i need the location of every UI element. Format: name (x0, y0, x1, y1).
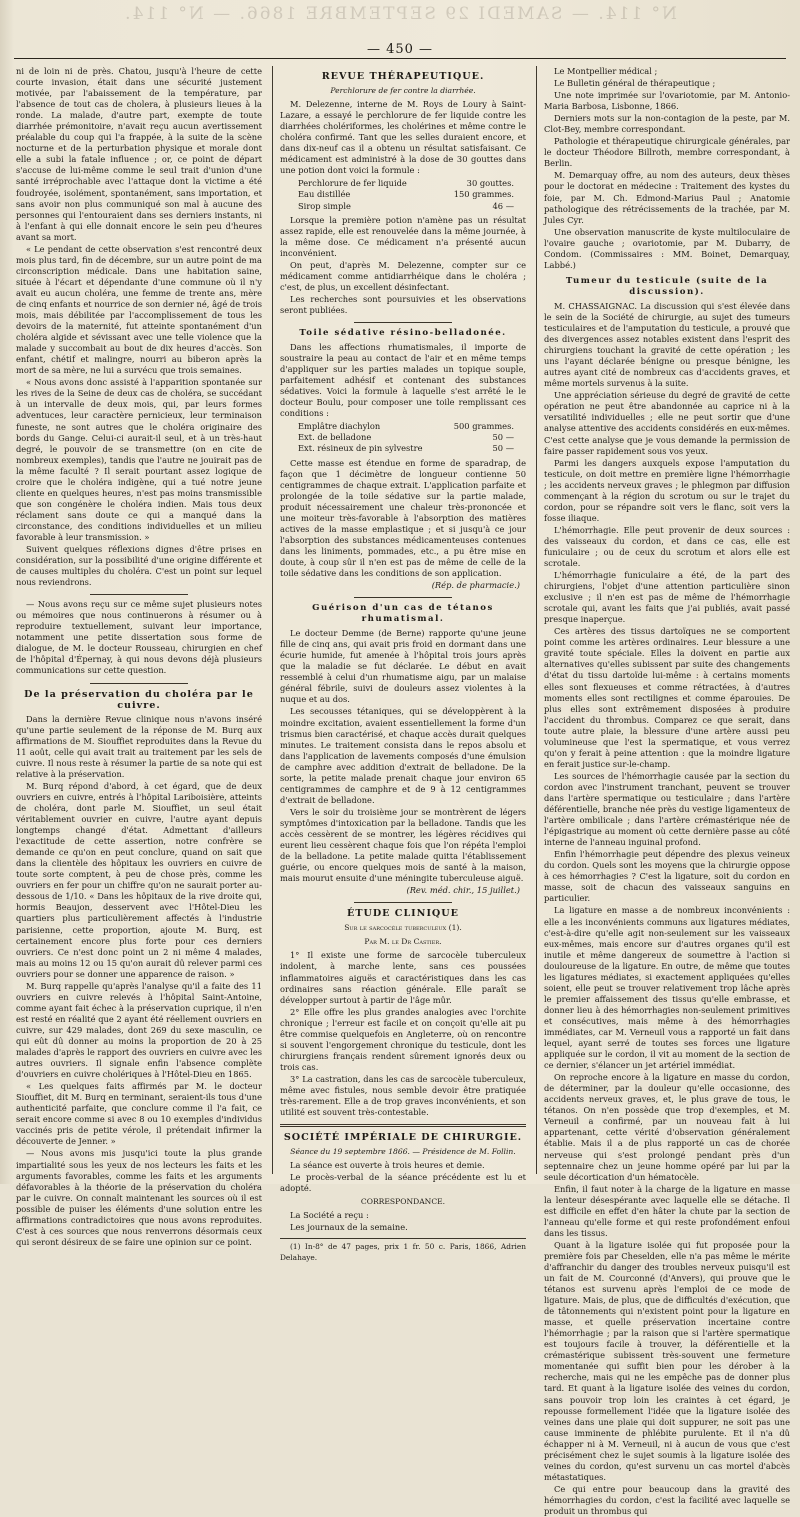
separator (354, 597, 452, 598)
formula-row: Eau distillée 150 grammes. (298, 189, 514, 200)
paragraph: Les secousses tétaniques, qui se développèrent à la moindre excitation, avaient essentiellement la forme d'un trismus bien caractérisé, et chaque accès durait quelques minutes. Le traitement consista dans le repos absolu et dans l'application de lavements composés d'une émulsion de camphre avec addition d'extrait de belladone. De la sorte, la petite malade prenait chaque jour environ 65 centigrammes de camphre et de 9 à 12 centigrammes d'extrait de belladone. (280, 706, 526, 805)
paragraph: M. Burq répond d'abord, à cet égard, que de deux ouvriers en cuivre, entrés à l'hôpital Lariboisière, atteints de choléra, dont parle M. Siouffiet, un seul était véritablement ouvrier en cuivre, l'autre ayant depuis longtemps changé d'état. Admettant d'ailleurs l'exactitude de cette assertion, notre confrère se demande ce qu'on en peut conclure, quand on sait que dans la clientèle des hôpitaux les ouvriers en cuivre de toute sorte comptent, à peu de chose près, comme les ouvriers en fer pour un chiffre qu'on ne saurait porter au-dessous de 1/10. « Dans les hôpitaux de la rive droite qui, hormis Beaujon, desservent avec l'Hôtel-Dieu les quartiers plus particulièrement affectés à l'industrie parisienne, cette proportion, ajoute M. Burq, est certainement encore plus forte pour ces derniers ouvriers. Ce n'est donc point un 2 ni même 4 malades, mais au moins 12 ou 15 qu'on aurait dû relever parmi ces ouvriers pour se donner une apparence de raison. » (16, 780, 262, 979)
bleed-through-header: N° 114. — SAMEDI 29 SEPTEMBRE 1866. — N° 114. (123, 4, 677, 24)
paragraph: Dans la dernière Revue clinique nous n'avons inséré qu'une partie seulement de la réponse de M. Burq aux affirmations de M. Siouffiet reproduites dans la Revue du 11 août, celle qui avait trait au traitement par les sels de cuivre. Il nous reste à résumer la partie de sa note qui est relative à la préservation. (16, 713, 262, 779)
section-title-tumeur: Tumeur du testicule (suite de la discussion). (565, 275, 769, 297)
paragraph: Le docteur Demme (de Berne) rapporte qu'une jeune fille de cinq ans, qui avait pris froid en dormant dans une écurie humide, fut amenée à l'hôpital trois jours après que la maladie se fut déclarée. Le début en avait ressemblé à celui d'un rhumatisme aigu, par un malaise général fébrile, suivi de douleurs assez violentes à la nuque et au dos. (280, 628, 526, 705)
paragraph: Ces artères des tissus dartoïques ne se comportent point comme les artères ordinaires. Leur blessure a une gravité toute spéciale. Elles la doivent en partie aux alternatives qu'elles subissent par suite des changements d'état du tissu dartoïde lui-même : à certains moments elles sont flexueuses et comme rétractées, à d'autres moments elles sont rectilignes et comme éparouies. De plus elles sont extrêmement disposées à produire l'accident du thrombus. Comparez ce que serait, dans toute autre plaie, la blessure d'une artère aussi peu volumineuse que l'est la spermatique, et vous verrez qu'on y ferait à peine attention : que la moindre ligature en ferait justice sur-le-champ. (544, 626, 790, 769)
section-title-tetanos: Guérison d'un cas de tétanos rhumatismal. (312, 603, 494, 625)
paragraph: « Les quelques faits affirmés par M. le docteur Siouffiet, dit M. Burq en terminant, seraient-ils tous d'une authenticité parfaite, que conclure comme il l'a fait, ce serait encore comme si avec 8 ou 10 exemples d'individus vaccinés pris de petite vérole, il prétendait infirmer la découverte de Jenner. » (16, 1081, 262, 1147)
paragraph: Suivent quelques réflexions dignes d'être prises en considération, sur la possibilité d'une origine différente et de causes multiples du choléra. C'est un point sur lequel nous reviendrons. (16, 544, 262, 588)
paragraph: Le procès-verbal de la séance précédente est lu et adopté. (280, 1172, 526, 1194)
column-left (16, 66, 262, 1247)
header-rule (14, 58, 786, 59)
paragraph: M. CHASSAIGNAC. La discussion qui s'est élevée dans le sein de la Société de chirurgie, au sujet des tumeurs testiculaires et de l'amputation du testicule, a prouvé que des divergences assez notables existent dans l'esprit des chirurgiens touchant la gravité de cette opération ; les uns l'ayant déclarée bénigne ou presque bénigne, les autres ayant cité de nombreux cas d'accidents graves, et même mortels survenus à la suite. (544, 300, 790, 389)
formula-row: Sirop simple 46 — (298, 200, 514, 211)
separator (354, 322, 452, 323)
formula-row: Ext. de belladone 50 — (298, 432, 514, 443)
paragraph: Une appréciation sérieuse du degré de gravité de cette opération ne peut être abandonnée au caprice ni à la versatilité individuelles ; elle ne peut sortir que d'une analyse attentive des accidents considérés en eux-mêmes. C'est cette analyse que je vous demande la permission de faire passer rapidement sous vos yeux. (544, 390, 790, 456)
paragraph: « Nous avons donc assisté à l'apparition spontanée sur les rives de la Seine de deux cas de choléra, se succédant à un intervalle de deux mois, qui, par leurs formes adventuces, leur caractère pernicieux, leur terminaison funeste, ne sont autres que le choléra originaire des bords du Gange. Celui-ci aurait-il seul, et à un très-haut degré, le pouvoir de se transmettre (on en cite de nombreux exemples), tandis que l'autre ne jouirait pas de la même faculté ? Il serait pourtant assez logique de croire que le choléra indigène, qui a tué notre jeune cliente en quelques heures, n'est pas moins transmissible que son congénère le choléra indien. Mais tous deux réclament sans doute ce qui a manqué dans la circonstance, des conditions individuelles et un milieu favorable à leur transmission. » (16, 377, 262, 542)
section-title-etude: ÉTUDE CLINIQUE (347, 908, 459, 920)
column-rule-left (272, 66, 273, 1174)
paragraph: Une observation manuscrite de kyste multiloculaire de l'ovaire gauche ; ovariotomie, par M. Dubarry, de Condom. (Commissaires : MM. Boinet, Demarquay, Labbé.) (544, 226, 790, 270)
source-citation: (Rép. de pharmacie.) (431, 580, 520, 591)
column-right (544, 66, 790, 1516)
paragraph: Le Montpellier médical ; (554, 66, 658, 76)
paragraph: 2° Elle offre les plus grandes analogies avec l'orchite chronique ; l'erreur est facile et on conçoit qu'elle ait pu être commise quelquefois en Angleterre, où on rencontre si souvent l'engorgement chronique du testicule, dont les chirurgiens français rendent sûrement ignorés deux ou trois cas. (280, 1006, 526, 1072)
paragraph: Derniers mots sur la non-contagion de la peste, par M. Clot-Bey, membre correspondant. (544, 113, 790, 135)
separator (90, 594, 188, 595)
section-title-therapeutique: REVUE THÉRAPEUTIQUE. (321, 71, 485, 82)
paragraph: L'hémorrhagie funiculaire a été, de la part des chirurgiens, l'objet d'une attention particulière sinon exclusive ; il n'en est pas de même de l'hémorrhagie scrotale qui, avant les faits que j'ai publiés, avait passé presque inaperçue. (544, 570, 790, 625)
paragraph: Dans les affections rhumatismales, il importe de soustraire la peau au contact de l'air et en même temps d'appliquer sur les parties malades un topique souple, parfaitement adhésif et contenant des substances sédatives. Voici la formule à laquelle s'est arrêté le le docteur Boulu, pour composer une toile remplissant ces conditions : (280, 342, 526, 419)
footnote: (1) In-8° de 47 pages, prix 1 fr. 50 c. Paris, 1866, Adrien Delahaye. (280, 1238, 526, 1263)
column-rule-right (536, 66, 537, 1174)
column-middle (280, 66, 526, 1262)
paragraph: Les sources de l'hémorrhagie causée par la section du cordon avec l'instrument tranchant, peuvent se trouver dans l'artère spermatique ou testiculaire ; dans l'artère déférentielle, branche née près du vestige ligamenteux de l'artère ombilicale ; dans l'artère crémastérique née de l'épigastrique au moment où cette dernière passe au côté interne de l'anneau inguinal profond. (544, 770, 790, 848)
formula-row: Perchlorure de fer liquide 30 gouttes. (298, 178, 514, 189)
paragraph: Enfin l'hémorrhagie peut dépendre des plexus veineux du cordon. Quels sont les moyens que la chirurgie oppose à ces hémorrhagies ? C'est la ligature, soit du cordon en masse, soit de chacun des vaisseaux sanguins en particulier. (544, 849, 790, 904)
page-number: — 450 — (366, 42, 434, 57)
paragraph: M. Demarquay offre, au nom des auteurs, deux thèses pour le doctorat en médecine : Traitement des kystes du foie, par M. Ch. Edmond-Marius Paul ; Anatomie pathologique des rétrécissements de la trachée, par M. Jules Cyr. (544, 170, 790, 225)
paragraph: Pathologie et thérapeutique chirurgicale générales, par le docteur Théodore Billroth, membre correspondant, à Berlin. (544, 136, 790, 169)
author-line: Par M. le Dr Castier. (364, 937, 442, 947)
paragraph: L'hémorrhagie. Elle peut provenir de deux sources : des vaisseaux du cordon, et dans ce cas, elle est funiculaire ; ou de ceux du scrotum et alors elle est scrotale. (544, 524, 790, 569)
formula-perchlorure (298, 178, 526, 211)
section-title-societe: SOCIÉTÉ IMPÉRIALE DE CHIRURGIE. (283, 1132, 523, 1144)
paragraph: Enfin, il faut noter à la charge de la ligature en masse la lenteur désespérante avec laquelle elle se détache. Il est difficile en effet d'en hâter la chute par la section de l'anneau qu'elle forme et qui reste profondément enfoui dans les tissus. (544, 1183, 790, 1238)
paragraph: Lorsque la première potion n'amène pas un résultat assez rapide, elle est renouvelée dans la même journée, à la même dose. Ce médicament n'a présenté aucun inconvénient. (280, 214, 526, 258)
paragraph: « Le pendant de cette observation s'est rencontré deux mois plus tard, fin de décembre, sur un autre point de ma circonscription médicale. Dans une habitation saine, située à l'écart et dépendante d'une commune où il n'y avait eu aucun choléra, une femme de trente ans, mère de cinq enfants et nourrice de son dernier né, âgé de trois mois, mais débilitée par l'accomplissement de tous les devoirs de la maternité, fut atteinte spontanément d'un choléra algide et sévissant avec une telle violence que la malade y succombait au bout de dix heures d'accès. Son enfant, chétif et malingre, nourri au biberon après la mort de sa mère, ne lui a survécu que trois semaines. (16, 243, 262, 376)
formula-row: Emplâtre diachylon 500 grammes. (298, 421, 514, 432)
section-subtitle: Perchlorure de fer contre la diarrhée. (330, 86, 476, 96)
paragraph: Les recherches sont poursuivies et les observations seront publiées. (280, 293, 526, 315)
paragraph: Parmi les dangers auxquels expose l'amputation du testicule, on doit mettre en première ligne l'hémorrhagie ; les accidents nerveux graves ; le phlegmon par diffusion commençant à la région du scrotum ou sur le trajet du cordon, pour se répandre soit vers le flanc, soit vers la fosse iliaque. (544, 457, 790, 523)
separator (90, 683, 188, 684)
separator (354, 902, 452, 903)
formula-toile (298, 421, 526, 454)
paragraph: On peut, d'après M. Delezenne, compter sur ce médicament comme antidiarrhéique dans le choléra ; c'est, de plus, un excellent désinfectant. (280, 259, 526, 292)
paragraph: Cette masse est étendue en forme de sparadrap, de façon que 1 décimètre de longueur contienne 50 centigrammes de chaque extrait. L'application parfaite et prolongée de la toile sédative sur la partie malade, produit nécessairement une chaleur très-prononcée et une moiteur très-favorable à l'absorption des matières actives de la masse emplastique ; et si jusqu'à ce jour l'absorption des substances médicamenteuses contenues dans les liniments, pommades, etc., a pu être mise en doute, à coup sûr il n'en est pas de même de celle de la toile sédative dans les conditions de son application. (280, 457, 526, 578)
paragraph: M. Delezenne, interne de M. Roys de Loury à Saint-Lazare, a essayé le perchlorure de fer liquide contre les diarrhées cholériformes, les cholérines et même contre le choléra confirmé. Tant que les selles duraient encore, et dans dix-neuf cas il a obtenu un résultat satisfaisant. Ce médicament est administré à la dose de 30 gouttes dans une potion dont voici la formule : (280, 99, 526, 176)
paragraph: Les journaux de la semaine. (290, 1222, 408, 1233)
paragraph: 3° La castration, dans les cas de sarcocèle tuberculeux, même avec fistules, nous semble devoir être pratiquée très-rarement. Elle a de trop graves inconvénients, et son utilité est souvent très-contestable. (280, 1073, 526, 1118)
section-subtitle: Séance du 19 septembre 1866. — Présidence de M. Follin. (290, 1147, 516, 1157)
separator-double (280, 1124, 526, 1127)
paragraph: ni de loin ni de près. Chatou, jusqu'à l'heure de cette courte invasion, était dans une sécurité justement motivée, par l'abaissement de la température, par l'absence de tout cas de cholera, à plusieurs lieues à la ronde. La malade, d'autre part, exempte de toute diarrhée prémonitoire, n'avait reçu aucun avertissement préalable du coup qui l'a frappée, à la suite de la scène nocturne et de la perturbation physique et morale dont elle a subi la fatale influence ; or, ce point de départ s'accuse de lui-même comme le seul trait d'union d'une santé irréprochable avec l'attaque dont la victime a été foudroyée, isolément, spontanément, sans importation, et sans avoir non plus communiqué son mal à aucune des personnes qui l'entouraient dans ses derniers instants, ni à l'enfant à qui elle donnait encore le sein peu d'heures avant sa mort. (16, 66, 262, 242)
paragraph: La séance est ouverte à trois heures et demie. (290, 1160, 485, 1171)
paragraph: Le Bulletin général de thérapeutique ; (554, 78, 716, 89)
paragraph: M. Burq rappelle qu'après l'analyse qu'il a faite des 11 ouvriers en cuivre relevés à l'hôpital Saint-Antoine, comme ayant fait échec à la préservation cuprique, il n'en est resté en réalité que 2 ayant été réellement ouvriers en cuivre, sur 429 malades, dont 269 du sexe masculin, ce qui eût dû donner au moins la proportion de 20 à 25 malades d'après le rapport des ouvriers en cuivre avec les autres ouvriers. Il signale enfin l'absence complète d'ouvriers en cuivre cholériques à l'Hôtel-Dieu en 1865. (16, 980, 262, 1080)
paragraph: — Nous avons mis jusqu'ici toute la plus grande impartialité sous les yeux de nos lecteurs les faits et les arguments favorables, comme les faits et les arguments défavorables à la théorie de la préservation du choléra par le cuivre. On connaît maintenant les sources où il est possible de puiser les éléments d'une solution entre les affirmations contradictoires que nous avons reproduites. C'est à ces sources que nous renverrons désormais ceux qui seront désireux de se faire une opinion sur ce point. (16, 1148, 262, 1247)
section-title-toile: Toile sédative résino-belladonée. (299, 327, 507, 338)
paragraph: Une note imprimée sur l'ovariotomie, par M. Antonio-Maria Barbosa, Lisbonne, 1866. (544, 90, 790, 112)
paragraph: La ligature en masse a de nombreux inconvénients : elle a les inconvénients communs aux ligatures médiates, c'est-à-dire qu'elle agit non-seulement sur les vaisseaux eux-mêmes, mais encore sur d'autres organes qu'il est inutile et même dangereux de soumettre à l'action si douloureuse de la ligature. En outre, de même que toutes les ligatures médiates, si exactement appliquées qu'elles soient, elle peut se trouver relativement trop lâche après le premier affaissement des tissus qu'elle embrasse, et donner lieu à des hémorrhagies non-seulement primitives et consécutives, mais même à des hémorrhagies immédiates, car M. Verneuil vous a rapporté un fait dans lequel, ayant serré de toutes ses forces une ligature appliquée sur le cordon, il vit au moment de la section de ce dernier, s'élancer un jet artériel immédiat. (544, 905, 790, 1071)
source-citation: (Rev. méd. chir., 15 juillet.) (406, 885, 520, 896)
paragraph: Ce qui entre pour beaucoup dans la gravité des hémorrhagies du cordon, c'est la facilité avec laquelle se produit un thrombus qui (544, 1483, 790, 1516)
paragraph: On reproche encore à la ligature en masse du cordon, de déterminer, par la douleur qu'elle occasionne, des accidents nerveux graves, et, le plus grave de tous, le tétanos. On n'en possède que trop d'exemples, et M. Verneuil a confirmé, par un nouveau fait à lui appartenant, cette vérité d'observation généralement établie. Mais il a de plus rapporté un cas de chorée nerveuse qui s'est prolongé pendant près d'un septennaire chez un jeune homme opéré par lui par la seule décortication d'un hématocèle. (544, 1072, 790, 1182)
formula-row: Ext. résineux de pin sylvestre 50 — (298, 443, 514, 454)
correspondance-heading: CORRESPONDANCE. (360, 1197, 446, 1207)
paragraph: Quant à la ligature isolée qui fut proposée pour la première fois par Cheselden, elle n'a pas même le mérite d'affranchir du danger des troubles nerveux puisqu'il est un fait de M. Courconné (d'Anvers), qui prouve que le tétanos est survenu après l'emploi de ce mode de ligature. Mais, de plus, que de difficultés d'exécution, que de tâtonnements qui n'existent point pour la ligature en masse, et quelle préservation incertaine contre l'hémorrhagie ; par la raison que si l'artère spermatique est toujours facile à trouver, la déférentielle et la crémastérique subissent très-souvent une fermeture momentanée qui suffit bien pour les dérober à la recherche, mais qui ne les empêche pas de donner plus tard. Et quant à la ligature isolée des veines du cordon, sans pouvoir trop loin les craintes à cet égard, je repousse formellement l'idée que la ligature isolée des veines dans une plaie qui doit suppurer, ne soit pas une cause imminente de phlébite purulente. Et il n'a dû échapper ni à M. Verneuil, ni à aucun de vous que c'est précisément chez le sujet soumis à la ligature isolée des veines du cordon, qu'est survenu un cas mortel d'abcès métastatiques. (544, 1239, 790, 1482)
paragraph: La Société a reçu : (290, 1210, 369, 1221)
paragraph: — Nous avons reçu sur ce même sujet plusieurs notes ou mémoires que nous continuerons à résumer ou à reproduire textuellement, suivant leur importance, notamment une petite dissertation sous forme de dialogue, de M. le docteur Rousseau, chirurgien en chef de l'hôpital d'Épernay, à qui nous devons déjà plusieurs communications sur cette question. (16, 599, 262, 676)
section-subtitle: Sur le sarcocèle tuberculeux (1). (344, 923, 462, 933)
paragraph: 1° Il existe une forme de sarcocèle tuberculeux indolent, à marche lente, sans ces poussées inflammatoires aiguës et caractéristiques dans les cas ordinaires sans réaction générale. Elle paraît se développer surtout à partir de l'âge mûr. (280, 950, 526, 1005)
paragraph: Vers le soir du troisième jour se montrèrent de légers symptômes d'intoxication par la belladone. Tandis que les accès cessèrent de se montrer, les légères récidives qui eurent lieu cessèrent chaque fois que l'on répéta l'emploi de la belladone. La petite malade quitta l'établissement guérie, ou encore quelques mois de santé à la maison, mais mourut ensuite d'une méningite tuberculeuse aiguë. (280, 806, 526, 884)
section-title-preservation: De la préservation du choléra par le cuivre. (24, 688, 254, 711)
